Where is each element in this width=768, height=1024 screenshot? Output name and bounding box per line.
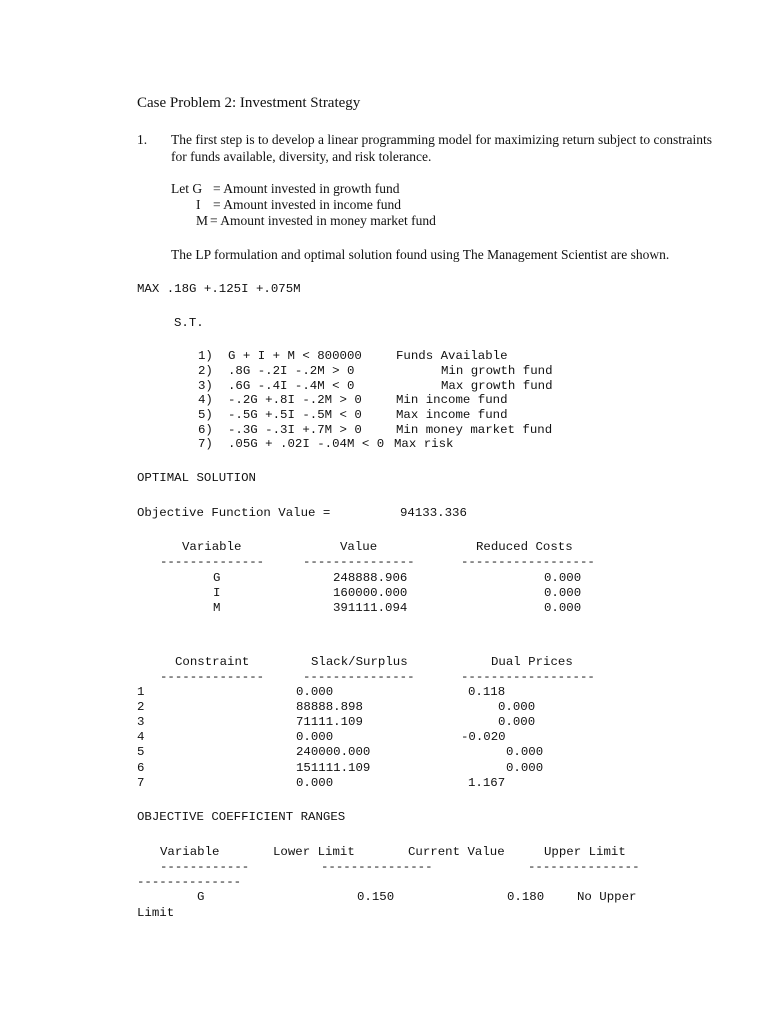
- table-cell-variable: I: [213, 586, 221, 600]
- table-cell-reduced: 0.000: [544, 601, 582, 615]
- definition-text: = Amount invested in income fund: [213, 197, 401, 212]
- constraint-expression: G + I + M < 800000: [228, 349, 362, 363]
- definition-symbol: M: [196, 213, 209, 228]
- table-rule: --------------: [160, 670, 265, 684]
- column-header-slack: Slack/Surplus: [311, 655, 408, 669]
- column-header-upper-limit: Upper Limit: [544, 845, 626, 859]
- column-header-variable: Variable: [160, 845, 220, 859]
- table-cell-dual: 0.000: [498, 715, 536, 729]
- table-cell-variable: G: [213, 571, 221, 585]
- optimal-solution-header: OPTIMAL SOLUTION: [137, 471, 256, 485]
- st-label: S.T.: [174, 316, 204, 330]
- lp-statement: The LP formulation and optimal solution found using The Management Scientist are shown.: [171, 247, 670, 262]
- page-title: Case Problem 2: Investment Strategy: [137, 95, 361, 111]
- constraint-expression: .6G -.4I -.4M < 0: [228, 379, 355, 393]
- table-rule: ---------------: [303, 555, 415, 569]
- table-rule: ------------: [160, 860, 250, 874]
- definition-symbol: Let G: [171, 181, 203, 196]
- column-header-variable: Variable: [182, 540, 242, 554]
- constraint-expression: -.5G +.5I -.5M < 0: [228, 408, 362, 422]
- table-rule: ---------------: [528, 860, 640, 874]
- table-cell-value: 248888.906: [333, 571, 408, 585]
- table-cell-constraint: 5: [137, 745, 145, 759]
- constraint-number: 4): [198, 393, 213, 407]
- table-cell-constraint: 7: [137, 776, 145, 790]
- constraint-description: Min growth fund: [441, 364, 553, 378]
- table-cell-slack: 88888.898: [296, 700, 363, 714]
- column-header-value: Value: [340, 540, 378, 554]
- table-rule: ------------------: [461, 670, 595, 684]
- definition-text: = Amount invested in growth fund: [213, 181, 400, 196]
- table-cell-reduced: 0.000: [544, 586, 582, 600]
- constraint-expression: .05G + .02I -.04M < 0: [228, 437, 385, 451]
- table-cell-slack: 0.000: [296, 730, 334, 744]
- objective-value: 94133.336: [400, 506, 467, 520]
- table-cell-variable: G: [197, 890, 205, 904]
- table-cell-lower-limit: 0.150: [357, 890, 395, 904]
- column-header-current-value: Current Value: [408, 845, 505, 859]
- table-rule: ---------------: [303, 670, 415, 684]
- column-header-constraint: Constraint: [175, 655, 250, 669]
- constraint-number: 6): [198, 423, 213, 437]
- column-header-lower-limit: Lower Limit: [273, 845, 355, 859]
- column-header-dual-prices: Dual Prices: [491, 655, 573, 669]
- constraint-expression: -.2G +.8I -.2M > 0: [228, 393, 362, 407]
- table-cell-constraint: 4: [137, 730, 145, 744]
- table-cell-constraint: 2: [137, 700, 145, 714]
- table-cell-slack: 151111.109: [296, 761, 371, 775]
- table-rule: --------------: [160, 555, 265, 569]
- table-cell-constraint: 3: [137, 715, 145, 729]
- constraint-expression: .8G -.2I -.2M > 0: [228, 364, 355, 378]
- table-cell-dual: 0.118: [468, 685, 506, 699]
- table-cell-upper-limit: No Upper: [577, 890, 637, 904]
- objective-function: MAX .18G +.125I +.075M: [137, 282, 301, 296]
- constraint-description: Min income fund: [396, 393, 508, 407]
- table-rule: ------------------: [461, 555, 595, 569]
- constraint-expression: -.3G -.3I +.7M > 0: [228, 423, 362, 437]
- table-cell-dual: 0.000: [506, 761, 544, 775]
- intro-line-1: The first step is to develop a linear programming model for maximizing return subject to constraints: [171, 132, 712, 147]
- table-cell-reduced: 0.000: [544, 571, 582, 585]
- constraint-number: 2): [198, 364, 213, 378]
- table-cell-upper-limit-wrap: Limit: [137, 906, 175, 920]
- table-cell-dual: 1.167: [468, 776, 506, 790]
- definition-symbol: I: [196, 197, 201, 212]
- table-cell-constraint: 6: [137, 761, 145, 775]
- table-cell-constraint: 1: [137, 685, 145, 699]
- table-cell-variable: M: [213, 601, 221, 615]
- table-cell-value: 160000.000: [333, 586, 408, 600]
- constraint-description: Max growth fund: [441, 379, 553, 393]
- definition-text: = Amount invested in money market fund: [210, 213, 436, 228]
- intro-line-2: for funds available, diversity, and risk tolerance.: [171, 149, 432, 164]
- table-cell-dual: 0.000: [498, 700, 536, 714]
- constraint-number: 5): [198, 408, 213, 422]
- constraint-description: Funds Available: [396, 349, 508, 363]
- table-cell-value: 391111.094: [333, 601, 408, 615]
- table-rule: --------------: [137, 875, 242, 889]
- item-number: 1.: [137, 132, 148, 147]
- constraint-number: 3): [198, 379, 213, 393]
- table-cell-dual: 0.000: [506, 745, 544, 759]
- table-cell-slack: 240000.000: [296, 745, 371, 759]
- table-rule: ---------------: [321, 860, 433, 874]
- column-header-reduced-costs: Reduced Costs: [476, 540, 573, 554]
- constraint-description: Max risk: [394, 437, 454, 451]
- constraint-description: Min money market fund: [396, 423, 553, 437]
- table-cell-current-value: 0.180: [507, 890, 545, 904]
- constraint-number: 7): [198, 437, 213, 451]
- table-cell-slack: 0.000: [296, 776, 334, 790]
- constraint-description: Max income fund: [396, 408, 508, 422]
- table-cell-slack: 0.000: [296, 685, 334, 699]
- ranges-header: OBJECTIVE COEFFICIENT RANGES: [137, 810, 346, 824]
- objective-value-label: Objective Function Value =: [137, 506, 331, 520]
- table-cell-dual: -0.020: [461, 730, 506, 744]
- constraint-number: 1): [198, 349, 213, 363]
- table-cell-slack: 71111.109: [296, 715, 363, 729]
